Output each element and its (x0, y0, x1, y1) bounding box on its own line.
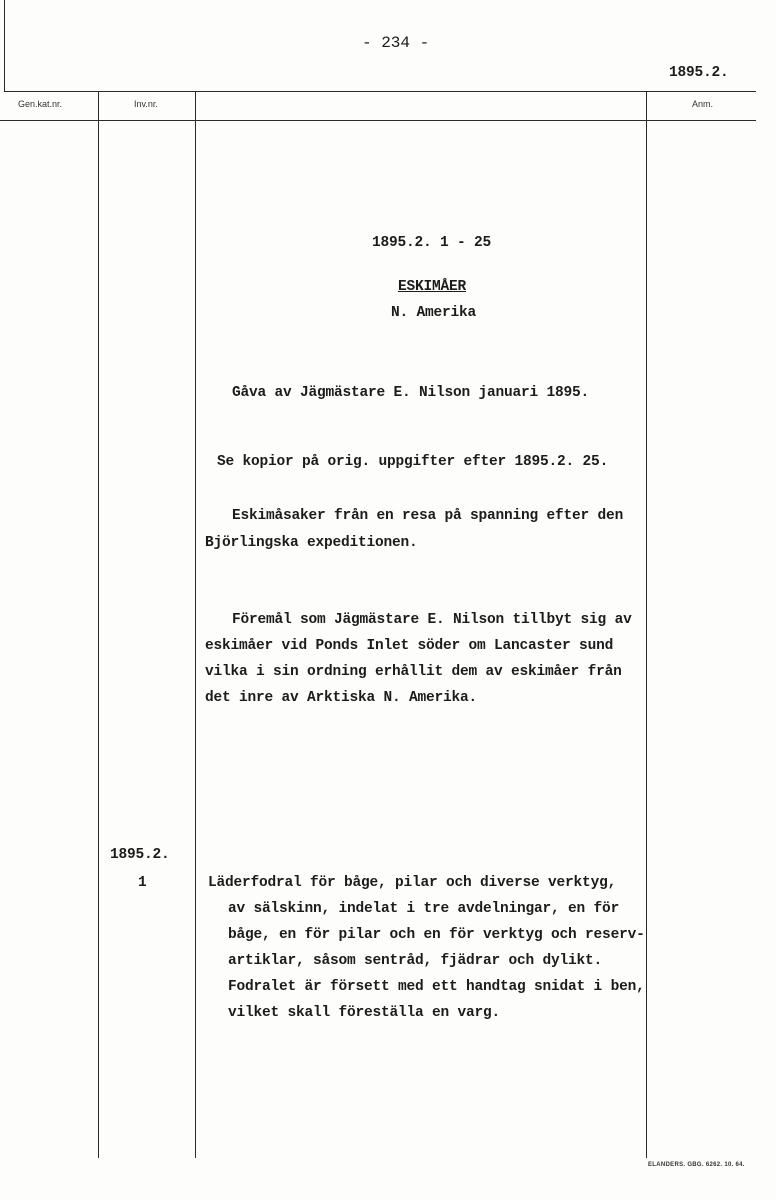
entry-text-line-3: båge, en för pilar och en för verktyg och reserv- (228, 927, 645, 943)
entry-text-line-6: vilket skall föreställa en varg. (228, 1005, 501, 1021)
description-line-3: vilka i sin ordning erhållit dem av eskimåer från (205, 664, 622, 680)
column-divider-2 (195, 91, 196, 1158)
page-number: - 234 - (362, 34, 430, 52)
header-rule (4, 91, 756, 92)
column-divider-1 (98, 91, 99, 1158)
column-label-anm: Anm. (692, 99, 714, 109)
form-left-border (4, 0, 5, 91)
entry-text-line-1: Läderfodral för båge, pilar och diverse verktyg, (208, 875, 617, 891)
entry-text-line-4: artiklar, såsom sentråd, fjädrar och dylikt. (228, 953, 603, 969)
provenance-line-1: Eskimåsaker från en resa på spanning efter den (232, 508, 624, 524)
range-heading: 1895.2. 1 - 25 (372, 235, 492, 251)
copy-reference: Se kopior på orig. uppgifter efter 1895.2. 25. (217, 454, 609, 470)
region: N. Amerika (391, 305, 477, 321)
column-label-inv-nr: Inv.nr. (134, 99, 158, 109)
printer-imprint: ELANDERS. GBG. 6262. 10. 64. (648, 1162, 745, 1168)
description-line-2: eskimåer vid Ponds Inlet söder om Lancaster sund (205, 638, 614, 654)
entry-inv-number: 1895.2. (110, 847, 170, 863)
group-title: ESKIMÅER (398, 279, 467, 295)
description-line-1: Föremål som Jägmästare E. Nilson tillbyt sig av (232, 612, 632, 628)
gift-note: Gåva av Jägmästare E. Nilson januari 1895. (232, 385, 590, 401)
entry-item-number: 1 (138, 875, 147, 891)
description-line-4: det inre av Arktiska N. Amerika. (205, 690, 478, 706)
collection-number: 1895.2. (669, 65, 729, 81)
column-header-rule (0, 120, 756, 121)
column-divider-3 (646, 91, 647, 1158)
entry-text-line-5: Fodralet är försett med ett handtag snidat i ben, (228, 979, 645, 995)
provenance-line-2: Björlingska expeditionen. (205, 535, 418, 551)
entry-text-line-2: av sälskinn, indelat i tre avdelningar, en för (228, 901, 620, 917)
column-label-gen-kat-nr: Gen.kat.nr. (18, 99, 63, 109)
